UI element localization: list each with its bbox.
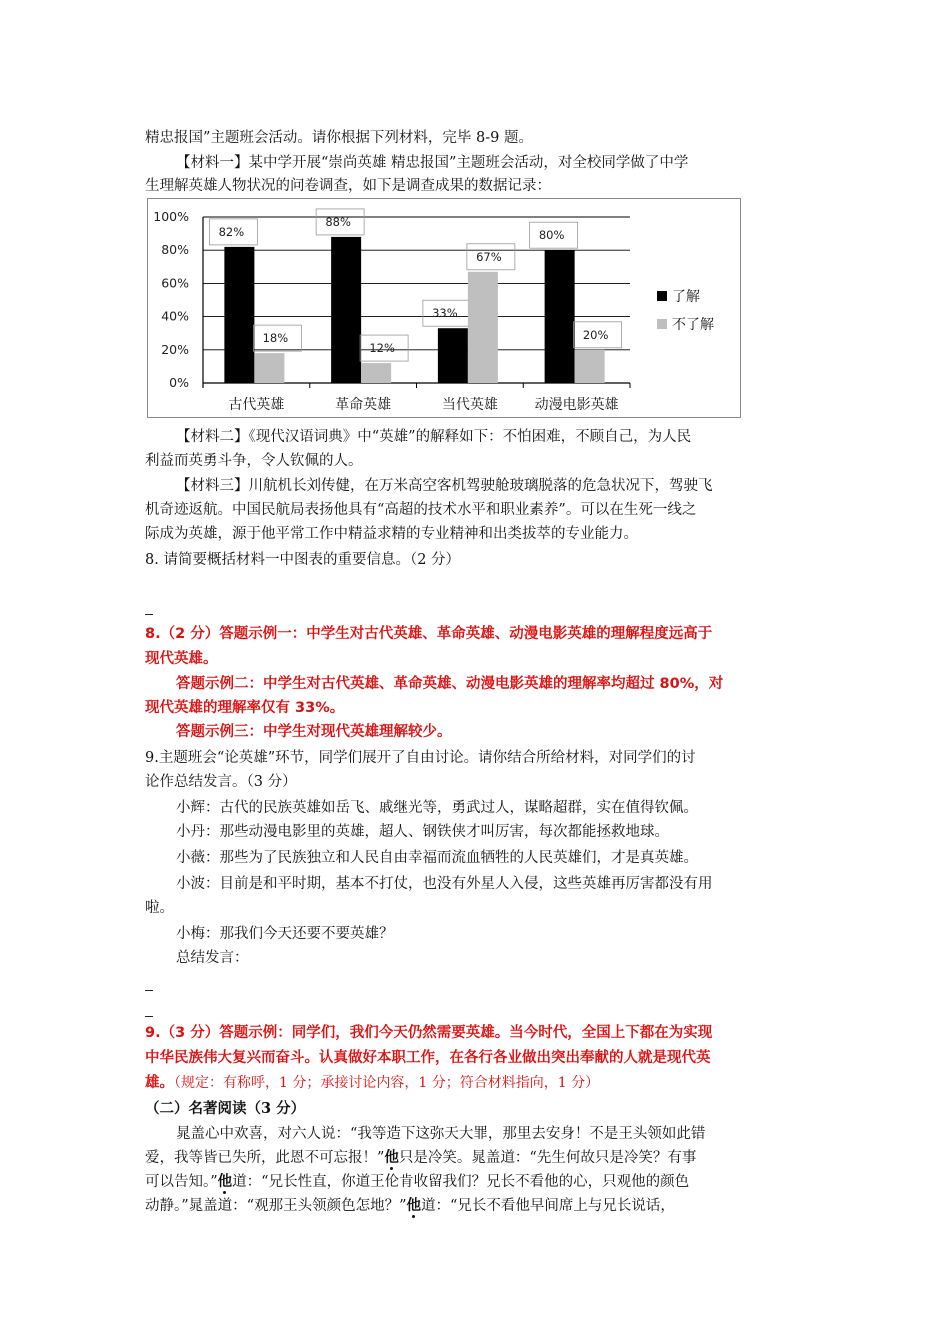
legend-label: 不了解	[672, 317, 714, 333]
reading-text: 道：“兄长性直，你道王伦肯收留我们？兄长不看他的心，只观他的颜色	[232, 1174, 690, 1190]
q8-answer-line2: 现代英雄。	[145, 651, 218, 667]
legend-swatch	[657, 291, 667, 301]
q9-scoring-note: （规定：有称呼，1 分；承接讨论内容，1 分；符合材料指向，1 分）	[174, 1075, 600, 1091]
section2-heading: （二）名著阅读（3 分）	[145, 1100, 306, 1117]
xiaobo-line1: 小波：目前是和平时期，基本不打仗，也没有外星人入侵，这些英雄再厉害都没有用	[176, 876, 713, 892]
bar-not-understand	[468, 272, 498, 383]
legend-swatch	[657, 319, 667, 329]
intro-text: 精忠报国”主题班会活动。请你根据下列材料，完毕 8-9 题。	[145, 130, 533, 146]
y-tick-label: 80%	[161, 242, 189, 258]
q9-answer-line3	[145, 1073, 599, 1093]
reading-text: 只是冷笑。晁盖道：“先生何故只是冷笑？有事	[398, 1150, 697, 1166]
material2-line1: 【材料二】《现代汉语词典》中“英雄”的解释如下：不怕困难，不顾自己，为人民	[176, 429, 692, 445]
summary-prompt: 总结发言：	[176, 950, 249, 966]
reading-line2	[145, 1148, 696, 1168]
data-label: 88%	[325, 214, 351, 229]
material3-line2: 机奇迹返航。中国民航局表扬他具有“高超的技术水平和职业素养”。可以在生死一线之	[145, 502, 697, 518]
reading-line1: 晁盖心中欢喜，对六人说：“我等造下这弥天大罪，那里去安身！不是王头领如此错	[176, 1126, 706, 1142]
reading-text: 动静。”晁盖道：“观那王头领颜色怎地？”	[145, 1198, 407, 1214]
material1-line2: 生理解英雄人物状况的问卷调查，如下是调查成果的数据记录：	[145, 178, 551, 194]
q9-answer-line3-text: 雄。	[145, 1075, 174, 1091]
legend-label: 了解	[672, 289, 700, 305]
y-tick-label: 0%	[169, 375, 189, 390]
bar-understand	[545, 250, 575, 383]
x-category-label: 当代英雄	[441, 397, 498, 413]
survey-chart	[147, 198, 741, 418]
bar-not-understand	[361, 363, 391, 383]
reading-line3	[145, 1172, 689, 1192]
reading-text: 可以告知。”	[145, 1174, 218, 1190]
y-tick-label: 20%	[161, 341, 189, 357]
q9-answer-line1: 9.（3 分）答题示例：同学们，我们今天仍然需要英雄。当今时代，全国上下都在为实现	[145, 1025, 713, 1041]
xiaodan-line: 小丹：那些动漫电影里的英雄，超人、钢铁侠才叫厉害，每次都能拯救地球。	[176, 824, 669, 840]
q8-answer-line1: 8.（2 分）答题示例一：中学生对古代英雄、革命英雄、动漫电影英雄的理解程度远高于	[145, 626, 713, 642]
y-tick-label: 100%	[153, 209, 189, 224]
chart-svg	[148, 199, 740, 417]
emphasized-word: 他	[217, 1173, 233, 1190]
bar-understand	[438, 328, 468, 383]
q9-question-line1: 9.主题班会“论英雄”环节，同学们展开了自由讨论。请你结合所给材料，对同学们的讨	[145, 750, 696, 766]
reading-text: 道：“兄长不看他早间席上与兄长说话，	[421, 1198, 675, 1214]
bar-understand	[331, 237, 361, 383]
answer-blank-line	[145, 614, 153, 615]
xiaohui-line: 小辉：古代的民族英雄如岳飞、戚继光等，勇武过人，谋略超群，实在值得钦佩。	[176, 800, 698, 816]
answer-blank-line	[145, 990, 153, 991]
q8-answer-line4: 现代英雄的理解率仅有 33%。	[145, 700, 345, 716]
data-label: 67%	[476, 249, 502, 264]
material3-line3: 际成为英雄，源于他平常工作中精益求精的专业精神和出类拔萃的专业能力。	[145, 526, 638, 542]
material2-line2: 利益而英勇斗争，令人钦佩的人。	[145, 453, 363, 469]
data-label: 20%	[582, 327, 609, 342]
reading-line4	[145, 1196, 675, 1216]
data-label: 12%	[369, 341, 395, 356]
bar-understand	[224, 247, 254, 383]
y-tick-label: 40%	[161, 308, 189, 324]
xiaowei-line: 小薇：那些为了民族独立和人民自由幸福而流血牺牲的人民英雄们，才是真英雄。	[176, 850, 698, 866]
q9-answer-line2: 中华民族伟大复兴而奋斗。认真做好本职工作，在各行各业做出突出奉献的人就是现代英	[145, 1050, 711, 1066]
x-category-label: 革命英雄	[335, 397, 392, 413]
data-label: 82%	[218, 224, 245, 239]
xiaomei-line: 小梅：那我们今天还要不要英雄？	[176, 926, 394, 942]
bar-not-understand	[254, 353, 284, 383]
q9-question-line2: 论作总结发言。（3 分）	[145, 774, 297, 790]
reading-text: 爱，我等皆已失所，此恩不可忘报！”	[145, 1150, 385, 1166]
emphasized-word: 他	[384, 1149, 399, 1166]
emphasized-word: 他	[406, 1197, 421, 1214]
q8-answer-line3: 答题示例二：中学生对古代英雄、革命英雄、动漫电影英雄的理解率均超过 80%，对	[176, 676, 724, 692]
answer-blank-line	[145, 1016, 153, 1017]
material1-line1: 【材料一】某中学开展“崇尚英雄 精忠报国”主题班会活动，对全校同学做了中学	[176, 155, 689, 171]
data-label: 80%	[538, 228, 565, 243]
q8-answer-line5: 答题示例三：中学生对现代英雄理解较少。	[176, 724, 452, 740]
q8-question: 8. 请简要概括材料一中图表的重要信息。（2 分）	[145, 552, 461, 568]
data-label: 18%	[262, 331, 289, 346]
material3-line1: 【材料三】川航机长刘传健，在万米高空客机驾驶舱玻璃脱落的危急状况下，驾驶飞	[176, 478, 713, 494]
y-tick-label: 60%	[161, 275, 189, 291]
x-category-label: 古代英雄	[228, 397, 285, 413]
x-category-label: 动漫电影英雄	[534, 397, 619, 413]
data-label: 33%	[432, 306, 458, 321]
bar-not-understand	[575, 350, 605, 383]
xiaobo-line2: 啦。	[145, 900, 174, 916]
